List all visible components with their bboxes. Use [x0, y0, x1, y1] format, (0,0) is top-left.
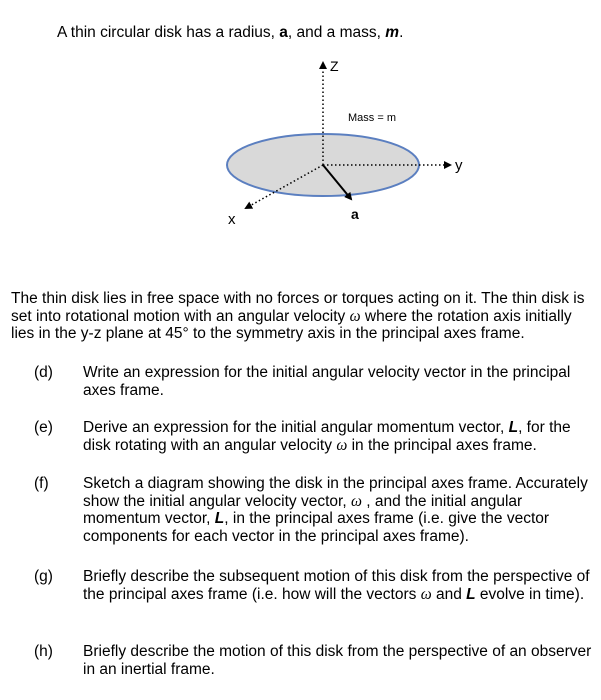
question-label: (e): [34, 419, 53, 436]
question-text: Sketch a diagram showing the disk in the principal axes frame. Accurately show the initial angular velocity vector, ω , and the initial angular momentum vector, L, in the principal axes frame (i.e. give the vector components for each vector in the principal axes frame).: [83, 475, 588, 545]
question-label: (d): [34, 364, 53, 381]
angular-momentum-symbol: L: [214, 510, 225, 528]
omega-symbol: ω: [420, 585, 432, 603]
problem-paragraph: The thin disk lies in free space with no forces or torques acting on it. The thin disk is set into rotational motion with an angular velocity ω where the rotation axis initially lies in the y-z plane at 45° to the symmetry axis in the principal axes frame.: [11, 290, 585, 343]
x-axis-label: x: [228, 211, 236, 228]
radius-label: a: [351, 206, 359, 222]
question-label: (g): [34, 568, 53, 585]
z-axis-label: Z: [330, 58, 339, 74]
question-text: Briefly describe the subsequent motion of this disk from the perspective of the principal axes frame (i.e. how will the vectors ω and L evolve in time).: [83, 568, 590, 603]
question-label: (h): [34, 643, 53, 660]
radius-symbol: a: [279, 24, 288, 41]
omega-symbol: ω: [349, 307, 361, 325]
mass-symbol: m: [385, 24, 400, 41]
mass-label: Mass = m: [348, 112, 396, 124]
question-label: (f): [34, 475, 49, 492]
angular-momentum-symbol: L: [508, 419, 519, 436]
angular-momentum-symbol: L: [466, 585, 476, 603]
omega-symbol: ω: [336, 436, 348, 454]
disk-diagram: [0, 0, 601, 290]
y-axis-label: y: [455, 157, 463, 174]
question-text: Derive an expression for the initial angular momentum vector, L, for the disk rotating with an angular velocity ω in the principal axes frame.: [83, 419, 571, 454]
problem-intro: A thin circular disk has a radius, a, and a mass, m.: [57, 24, 404, 41]
omega-symbol: ω: [350, 492, 362, 510]
question-text: Briefly describe the motion of this disk from the perspective of an observer in an inertial frame.: [83, 643, 592, 678]
question-text: Write an expression for the initial angular velocity vector in the principal axes frame.: [83, 364, 571, 399]
